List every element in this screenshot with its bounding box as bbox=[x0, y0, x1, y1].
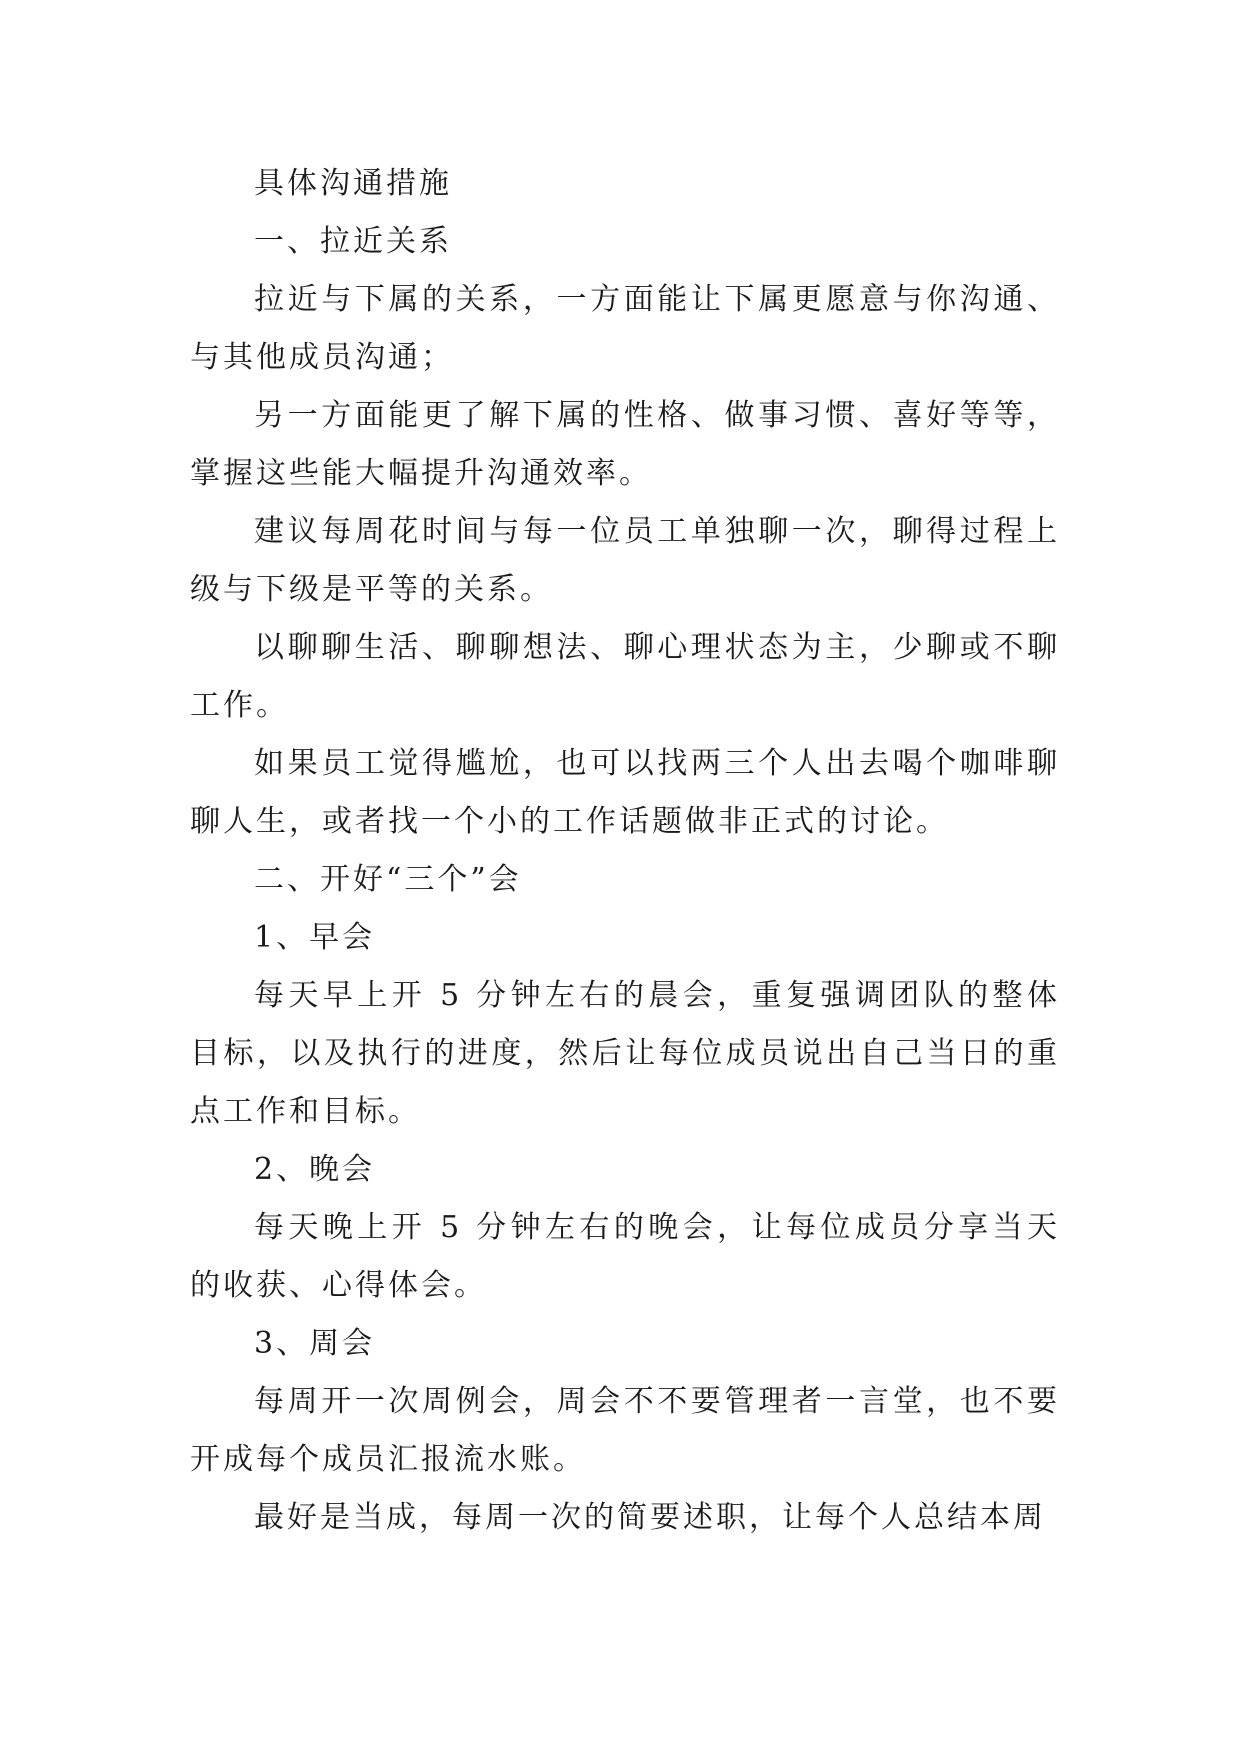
paragraph: 以聊聊生活、聊聊想法、聊心理状态为主，少聊或不聊工作。 bbox=[190, 630, 1060, 723]
paragraph: 另一方面能更了解下属的性格、做事习惯、喜好等等，掌握这些能大幅提升沟通效率。 bbox=[190, 398, 1060, 491]
paragraph: 最好是当成，每周一次的简要述职，让每个人总结本周 bbox=[254, 1500, 1046, 1535]
paragraph: 每周开一次周例会，周会不不要管理者一言堂，也不要开成每个成员汇报流水账。 bbox=[190, 1384, 1060, 1477]
paragraph: 建议每周花时间与每一位员工单独聊一次，聊得过程上级与下级是平等的关系。 bbox=[190, 514, 1060, 607]
document-body bbox=[190, 155, 1060, 1547]
paragraph: 拉近与下属的关系，一方面能让下属更愿意与你沟通、与其他成员沟通； bbox=[190, 282, 1060, 375]
paragraph: 每天早上开 5 分钟左右的晨会，重复强调团队的整体目标，以及执行的进度，然后让每位成员说出自己当日的重点工作和目标。 bbox=[190, 978, 1060, 1129]
section-heading-1: 一、拉近关系 bbox=[254, 224, 452, 259]
subheading-weekly-meeting: 3、周会 bbox=[254, 1326, 376, 1361]
heading-specific-measures: 具体沟通措施 bbox=[254, 166, 452, 201]
paragraph: 每天晚上开 5 分钟左右的晚会，让每位成员分享当天的收获、心得体会。 bbox=[190, 1210, 1060, 1303]
subheading-evening-meeting: 2、晚会 bbox=[254, 1152, 376, 1187]
subheading-morning-meeting: 1、早会 bbox=[254, 920, 376, 955]
section-heading-2: 二、开好“三个”会 bbox=[254, 862, 522, 897]
paragraph: 如果员工觉得尴尬，也可以找两三个人出去喝个咖啡聊聊人生，或者找一个小的工作话题做非正式的讨论。 bbox=[190, 746, 1060, 839]
